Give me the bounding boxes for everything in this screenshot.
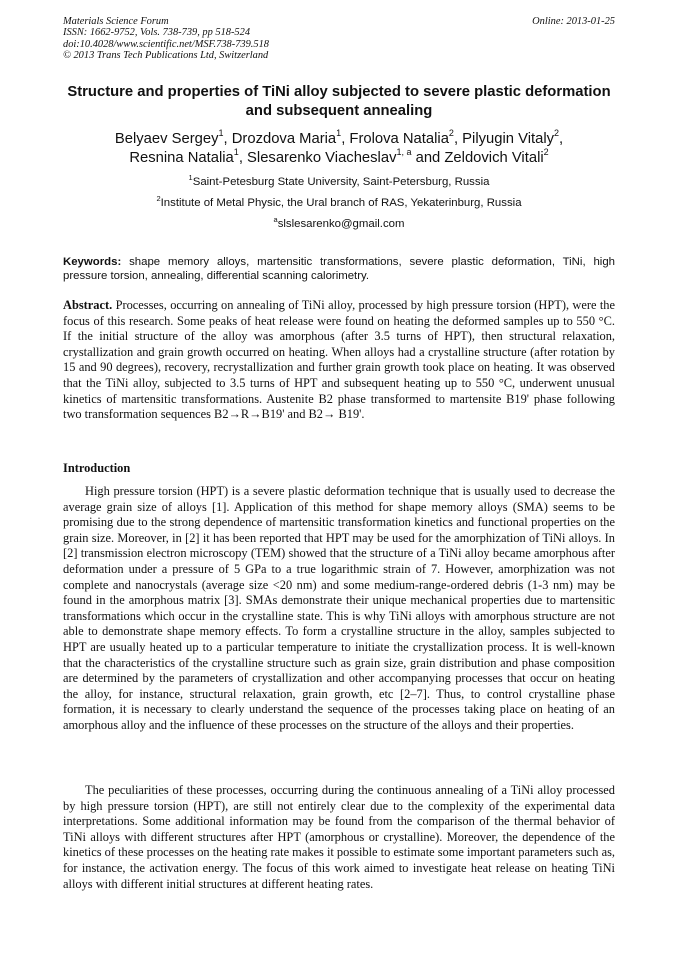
author-affiliation-mark: 2 <box>554 128 560 139</box>
affiliation-2 <box>63 194 615 210</box>
journal-header <box>63 16 615 62</box>
keywords-block <box>63 255 615 283</box>
abstract-text: Processes, occurring on annealing of TiNi alloy, processed by high pressure torsion (HPT), were the focus of this research. Some peaks of heat release were found on heating the deformed samples up to 550 °C. If the initial structure of the alloy was amorphous (after 3.5 turns of HPT), then structural relaxation, crystallization and grain growth occurred on heating. When alloys had a crystalline structure (after rotation by 15 and 90 degrees), recovery, recrystallization and further grain growth took place on heating. It was observed that the TiNi alloy, subjected to 3.5 turns of HPT and subsequent heating up to 550 °C, underwent unusual kinetics of martensitic transformations. Austenite B2 phase transformed to martensite B19' phase following two transformation sequences B2→R→B19' and B2→ B19'. <box>63 298 615 422</box>
author-affiliation-mark: 1, a <box>396 147 412 158</box>
author-name: , Slesarenko Viacheslav <box>238 150 397 166</box>
author-name: , Frolova Natalia <box>341 131 449 147</box>
email-mark: a <box>273 215 278 225</box>
online-date: Online: 2013-01-25 <box>532 16 615 27</box>
author-list <box>63 130 615 168</box>
author-affiliation-mark: 2 <box>543 147 549 158</box>
abstract-block <box>63 298 615 423</box>
section-heading-introduction: Introduction <box>63 461 131 475</box>
introduction-paragraph-2: The peculiarities of these processes, occurring during the continuous annealing of a TiNi alloy processed by high pressure torsion (HPT), are still not entirely clear due to the complexity of the experimental data interpretations. Some additional information may be found from the comparison of the thermal behavior of TiNi alloys with different structures after HPT (amorphous or crystalline). Moreover, the dependence of the kinetics of these processes on the heating rate makes it possible to estimate some important parameters such as, for instance, the activation energy. The focus of this work aimed to investigate heat release on heating TiNi alloys with different initial structures at different heating rates. <box>63 783 615 891</box>
affiliation-mark: 2 <box>156 194 161 204</box>
affiliation-text: Institute of Metal Physic, the Ural branch of RAS, Yekaterinburg, Russia <box>160 197 522 209</box>
paper-title: Structure and properties of TiNi alloy subjected to severe plastic deformation and subsequent annealing <box>67 84 611 119</box>
author-line-2 <box>63 149 615 168</box>
author-affiliation-mark: 2 <box>448 128 454 139</box>
affiliation-mark: 1 <box>188 173 193 183</box>
email-text: slslesarenko@gmail.com <box>277 218 405 230</box>
author-name: and Zeldovich Vitali <box>411 150 544 166</box>
journal-doi: doi:10.4028/www.scientific.net/MSF.738-739.518 <box>63 38 269 50</box>
affiliation-1 <box>63 173 615 189</box>
introduction-paragraph-1: High pressure torsion (HPT) is a severe plastic deformation technique that is usually used to decrease the average grain size of alloys [1]. Application of this method for shape memory alloys (SMA) seems to be promising due to the strong dependence of martensitic transformation kinetics and functional properties on the grain size. Moreover, in [2] it has been reported that HPT may be used for the amorphization of TiNi alloys. In [2] transmission electron microscopy (TEM) showed that the structure of a TiNi alloy became amorphous after deformation under a pressure of 5 GPa to a true logarithmic strain of 7. However, amorphization was not complete and nanocrystals (average size <20 nm) and some medium-range-ordered debris (1-3 nm) may be found in the amorphous matrix [3]. SMAs demonstrate their unique mechanical properties due to martensitic transformations which occur in the crystalline state. This is why TiNi alloys with amorphous structure are not able to demonstrate shape memory effects. To form a crystalline structure in the alloy, samples subjected to HPT are usually heated up to a particular temperature to initiate the crystallization process. It is well-known that the characteristics of the crystalline structure such as grain size, grain distribution and phase composition are determined by the parameters of crystallization and other accompanying processes that occur on heating the alloy, for instance, structural relaxation, grain growth, etc [2–7]. Thus, to control crystalline phase formation, it is necessary to clearly understand the sequence of the processes taking place on heating of an amorphous alloy and the influence of these processes on the structure of the alloys and their properties. <box>63 484 615 732</box>
affiliation-text: Saint-Petesburg State University, Saint-Petersburg, Russia <box>192 176 490 188</box>
author-separator: , <box>559 131 564 147</box>
abstract-label: Abstract. <box>63 298 113 312</box>
journal-issn: ISSN: 1662-9752, Vols. 738-739, pp 518-524 <box>63 27 251 39</box>
author-line-1 <box>63 130 615 149</box>
author-name: Resnina Natalia <box>129 150 234 166</box>
keywords-text: shape memory alloys, martensitic transformations, severe plastic deformation, TiNi, high pressure torsion, annealing, differential scanning calorimetry. <box>63 256 615 282</box>
journal-copyright: © 2013 Trans Tech Publications Ltd, Switzerland <box>63 50 269 62</box>
keywords-label: Keywords: <box>63 256 122 268</box>
author-affiliation-mark: 1 <box>336 128 342 139</box>
author-affiliation-mark: 1 <box>233 147 239 158</box>
author-name: , Pilyugin Vitaly <box>453 131 555 147</box>
author-name: , Drozdova Maria <box>223 131 337 147</box>
author-affiliation-mark: 1 <box>218 128 224 139</box>
author-name: Belyaev Sergey <box>114 131 219 147</box>
corresponding-email <box>63 215 615 231</box>
journal-name: Materials Science Forum <box>63 16 169 27</box>
